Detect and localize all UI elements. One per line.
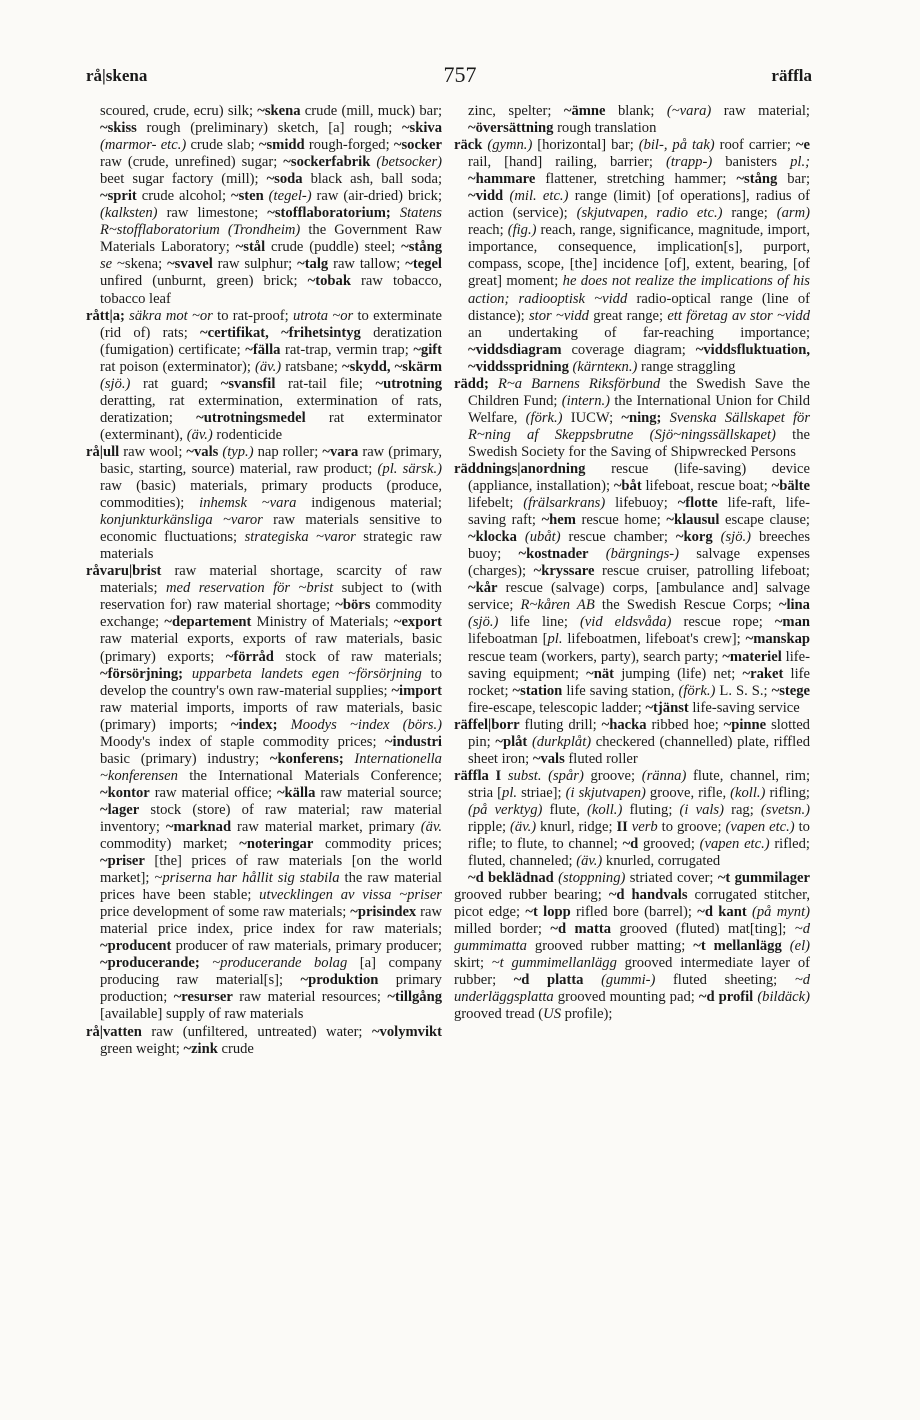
dictionary-entry: scoured, crude, ecru) silk; ~skena crude (mill, muck) bar; ~skiss rough (preliminary) sketch, [a] rough; ~skiva (marmor- etc.) crude slab; ~smidd rough-forged; ~socker raw (crude, unrefined) sugar; ~sockerfabrik (betsocker) beet sugar factory (mill); ~soda black ash, ball soda; ~sprit crude alcohol; ~sten (tegel-) raw (air-dried) brick; (kalksten) raw limestone; ~stofflaboratorium; Statens R~stofflaboratorium (Trondheim) the Government Raw Materials Laboratory; ~stål crude (puddle) steel; ~stång se ~skena; ~svavel raw sulphur; ~talg raw tallow; ~tegel unfired (unburnt, green) brick; ~tobak raw tobacco, tobacco leaf — [100, 103, 443, 307]
left-column — [86, 103, 442, 1058]
dictionary-entry: rå|vatten raw (unfiltered, untreated) water; ~volymvikt green weight; ~zink crude — [86, 1023, 442, 1057]
dictionary-entry: rå|ull raw wool; ~vals (typ.) nap roller; ~vara raw (primary, basic, starting, source) material, raw product; (pl. särsk.) raw (basic) materials, primary products (produce, commodities); inhemsk ~vara indigenous material; konjunkturkänsliga ~varor raw materials sensitive to economic fluctuations; strategiska ~varor strategic raw materials — [86, 443, 443, 563]
guide-word-left: rå|skena — [86, 66, 148, 85]
guide-word-right: räffla — [771, 66, 812, 85]
dictionary-entry: zinc, spelter; ~ämne blank; (~vara) raw material; ~översättning rough translation — [468, 103, 810, 137]
dictionary-entry: räffla I subst. (spår) groove; (ränna) flute, channel, rim; stria [pl. striae]; (i skjutvapen) groove, rifle, (koll.) rifling; (på verktyg) flute, (koll.) fluting; (i vals) rag; (svetsn.) ripple; (äv.) knurl, ridge; II verb to groove; (vapen etc.) to rifle; to flute, to channel; ~d grooved; (vapen etc.) rifled; fluted, channeled; (äv.) knurled, corrugated — [454, 767, 810, 870]
dictionary-entry: räddnings|anordning rescue (life-saving) device (appliance, installation); ~båt lifeboat, rescue boat; ~bälte lifebelt; (frälsarkrans) lifebuoy; ~flotte life-raft, life-saving raft; ~hem rescue home; ~klausul escape clause; ~klocka (ubåt) rescue chamber; ~korg (sjö.) breeches buoy; ~kostnader (bärgnings-) salvage expenses (charges); ~kryssare rescue cruiser, patrolling lifeboat; ~kår rescue (salvage) corps, [ambulance and] salvage service; R~kåren AB the Swedish Rescue Corps; ~lina (sjö.) life line; (vid eldsvåda) rescue rope; ~man lifeboatman [pl. lifeboatmen, lifeboat's crew]; ~manskap rescue team (workers, party), search party; ~materiel life-saving equipment; ~nät jumping (life) net; ~raket life rocket; ~station life saving station, (förk.) L. S. S.; ~stege fire-escape, telescopic ladder; ~tjänst life-saving service — [454, 460, 811, 716]
dictionary-entry: ~d beklädnad (stoppning) striated cover; ~t gummilager grooved rubber bearing; ~d handvals corrugated stitcher, picot edge; ~t lopp rifled bore (barrel); ~d kant (på mynt) milled border; ~d matta grooved (fluted) mat[ting]; ~d gummimatta grooved rubber matting; ~t mellanlägg (el) skirt; ~t gummimellanlägg grooved intermediate layer of rubber; ~d platta (gummi-) fluted sheeting; ~d underläggsplatta grooved mounting pad; ~d profil (bildäck) grooved tread (US profile); — [454, 870, 811, 1023]
page-number: 757 — [443, 62, 477, 87]
right-column — [454, 103, 810, 1024]
dictionary-entry: räck (gymn.) [horizontal] bar; (bil-, på tak) roof carrier; ~e rail, [hand] railing, barrier; (trapp-) banisters pl.; ~hammare flattener, stretching hammer; ~stång bar; ~vidd (mil. etc.) range (limit) [of operations], radius of action (service); (skjutvapen, radio etc.) range; (arm) reach; (fig.) reach, range, significance, magnitude, import, importance, consequence, implication[s], purport, compass, scope, [the] incidence [of], extent, bearing, [of great] moment; he does not realize the implications of his action; radiooptisk ~vidd radio-optical range (line of distance); stor ~vidd great range; ett företag av stor ~vidd an undertaking of far-reaching importance; ~viddsdiagram coverage diagram; ~viddsfluktuation, ~viddsspridning (kärnteкn.) range straggling — [454, 137, 811, 375]
page-header — [0, 62, 920, 92]
dictionary-entry: rått|a; säkra mot ~or to rat-proof; utrota ~or to exterminate (rid of) rats; ~certifikat, ~frihetsintyg deratization (fumigation) certificate; ~fälla rat-trap, vermin trap; ~gift rat poison (exterminator); (äv.) ratsbane; ~skydd, ~skärm (sjö.) rat guard; ~svansfil rat-tail file; ~utrotning deratting, rat extermination, extermination of rats, deratization; ~utrotningsmedel rat exterminator (exterminant), (äv.) rodenticide — [86, 307, 443, 443]
dictionary-entry: rädd; R~a Barnens Riksförbund the Swedish Save the Children Fund; (intern.) the International Union for Child Welfare, (förk.) IUCW; ~ning; Svenska Sällskapet för R~ning af Skeppsbrutne (Sjö~ningssällskapet) the Swedish Society for the Saving of Shipwrecked Persons — [454, 375, 811, 460]
dictionary-entry: råvaru|brist raw material shortage, scarcity of raw materials; med reservation för ~brist subject to (with reservation for) raw material shortage; ~börs commodity exchange; ~departement Ministry of Materials; ~export raw material exports, exports of raw materials, basic (primary) exports; ~förråd stock of raw materials; ~försörjning; upparbeta landets egen ~försörjning to develop the country's own raw-material supplies; ~import raw material imports, imports of raw materials, basic (primary) imports; ~index; Moodys ~index (börs.) Moody's index of staple commodity prices; ~industri basic (primary) industry; ~konferens; Internationella ~konferensen the International Materials Conference; ~kontor raw material office; ~källa raw material source; ~lager stock (store) of raw material; raw material inventory; ~marknad raw material market, primary (äv. commodity) market; ~noteringar commodity prices; ~priser [the] prices of raw materials [on the world market]; ~priserna har hållit sig stabila the raw material prices have been stable; utvecklingen av vissa ~priser price development of some raw materials; ~prisindex raw material price index, price index for raw materials; ~producent producer of raw materials, primary producer; ~producerande; ~producerande bolag [a] company producing raw material[s]; ~produktion primary production; ~resurser raw material resources; ~tillgång [available] supply of raw materials — [86, 563, 443, 1023]
dictionary-entry: räffel|borr fluting drill; ~hacka ribbed hoe; ~pinne slotted pin; ~plåt (durkplåt) checkered (channelled) plate, riffled sheet iron; ~vals fluted roller — [454, 716, 810, 767]
